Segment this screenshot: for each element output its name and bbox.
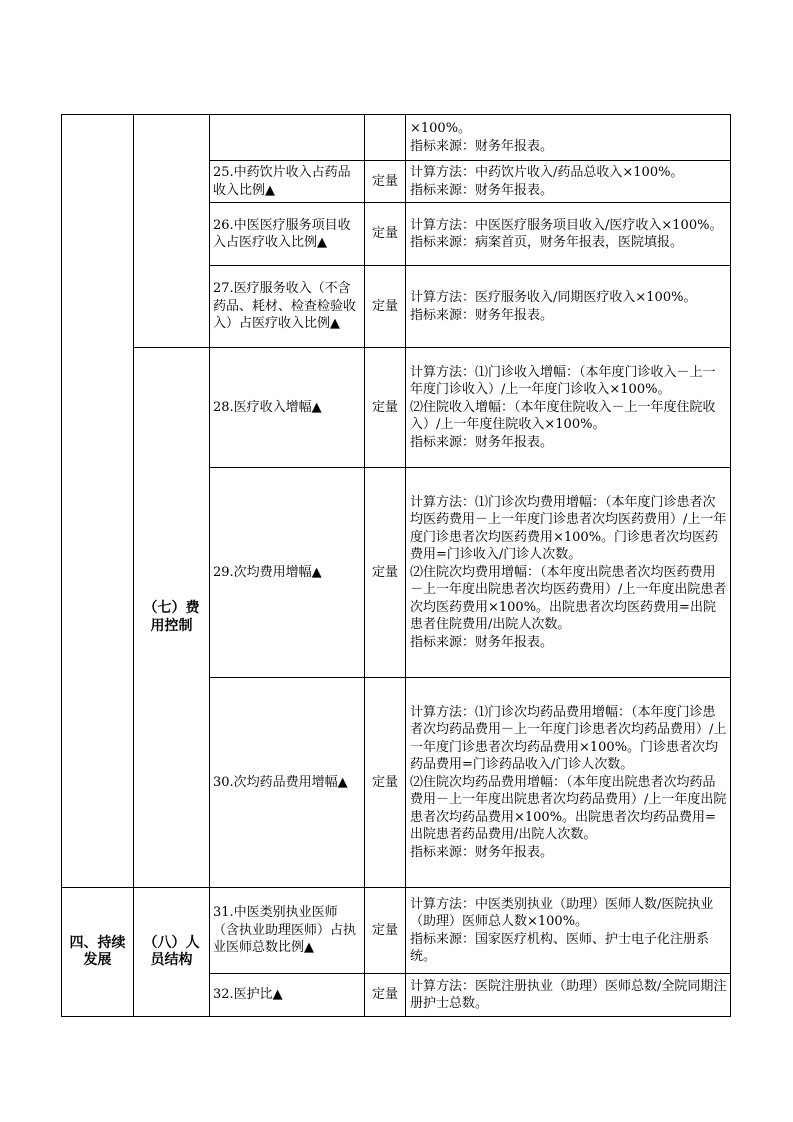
description-line: 指标来源：财务年报表。 xyxy=(410,138,554,154)
indicator-name: 28.医疗收入增幅▲ xyxy=(210,348,365,468)
description-line: 计算方法：⑴门诊收入增幅：（本年度门诊收入－上一年度门诊收入）/上一年度门诊收入×100%。 xyxy=(410,364,716,398)
indicator-description xyxy=(406,888,731,974)
description-line: 指标来源：财务年报表。 xyxy=(410,307,554,323)
indicator-table xyxy=(61,114,731,1017)
description-line: 指标来源：国家医疗机构、医师、护士电子化注册系统。 xyxy=(410,931,710,964)
description-line: 计算方法：医疗服务收入/同期医疗收入×100%。 xyxy=(410,290,697,305)
indicator-type xyxy=(365,115,406,161)
indicator-name: 26.中医医疗服务项目收入占医疗收入比例▲ xyxy=(210,203,365,266)
indicator-description xyxy=(406,678,731,888)
indicator-description xyxy=(406,348,731,468)
indicator-description xyxy=(406,161,731,203)
description-line: ⑵住院次均药品费用增幅：（本年度出院患者次均药品费用－上一年度出院患者次均药品费用）/上一年度出院患者次均药品费用×100%。出院患者次均药品费用=出院患者药品费用/出院人次数。 xyxy=(410,774,727,843)
category-cell xyxy=(62,115,134,888)
indicator-type: 定量 xyxy=(365,678,406,888)
indicator-type: 定量 xyxy=(365,348,406,468)
indicator-name: 29.次均费用增幅▲ xyxy=(210,468,365,678)
indicator-type: 定量 xyxy=(365,888,406,974)
subcategory-cell: （八）人员结构 xyxy=(134,888,210,1017)
description-line: ⑵住院收入增幅：（本年度住院收入－上一年度住院收入）/上一年度住院收入×100%。 xyxy=(410,399,716,433)
table-row xyxy=(62,888,731,974)
indicator-name: 25.中药饮片收入占药品收入比例▲ xyxy=(210,161,365,203)
description-line: 指标来源：财务年报表。 xyxy=(410,434,554,450)
description-line: 计算方法：医院注册执业（助理）医师总数/全院同期注册护士总数。 xyxy=(410,978,727,1011)
table-row xyxy=(62,115,731,161)
indicator-description xyxy=(406,468,731,678)
indicator-type: 定量 xyxy=(365,974,406,1017)
indicator-name xyxy=(210,115,365,161)
description-line: 指标来源：病案首页，财务年报表，医院填报。 xyxy=(410,235,684,250)
indicator-description xyxy=(406,115,731,161)
indicator-type: 定量 xyxy=(365,203,406,266)
description-line: 指标来源：财务年报表。 xyxy=(410,844,554,860)
description-line: ×100%。 xyxy=(410,121,472,136)
indicator-description xyxy=(406,266,731,348)
indicator-type: 定量 xyxy=(365,161,406,203)
indicator-name: 32.医护比▲ xyxy=(210,974,365,1017)
indicator-name: 30.次均药品费用增幅▲ xyxy=(210,678,365,888)
description-line: 指标来源：财务年报表。 xyxy=(410,182,554,198)
indicator-type: 定量 xyxy=(365,266,406,348)
description-line: 计算方法：中药饮片收入/药品总收入×100%。 xyxy=(410,165,684,180)
indicator-description xyxy=(406,974,731,1017)
description-line: 计算方法：中医医疗服务项目收入/医疗收入×100%。 xyxy=(410,217,723,233)
description-line: 计算方法：⑴门诊次均费用增幅：（本年度门诊患者次均医药费用－上一年度门诊患者次均医药费用）/上一年度门诊患者次均医药费用×100%。门诊患者次均医药费用=门诊收入/门诊人次数。 xyxy=(410,494,727,563)
indicator-name: 27.医疗服务收入（不含药品、耗材、检查检验收入）占医疗收入比例▲ xyxy=(210,266,365,348)
indicator-description xyxy=(406,203,731,266)
description-line: 计算方法：中医类别执业（助理）医师人数/医院执业（助理）医师总人数×100%。 xyxy=(410,896,714,929)
table-row xyxy=(62,348,731,468)
description-line: 计算方法：⑴门诊次均药品费用增幅：（本年度门诊患者次均药品费用－上一年度门诊患者次均药品费用）/上一年度门诊患者次均药品费用×100%。门诊患者次均药品费用=门诊药品收入/门诊人次数。 xyxy=(410,704,727,773)
subcategory-cell xyxy=(134,115,210,348)
indicator-name: 31.中医类别执业医师（含执业助理医师）占执业医师总数比例▲ xyxy=(210,888,365,974)
description-line: ⑵住院次均费用增幅：（本年度出院患者次均医药费用－上一年度出院患者次均医药费用）/上一年度出院患者次均医药费用×100%。出院患者次均医药费用=出院患者住院费用/出院人次数。 xyxy=(410,564,727,633)
indicator-type: 定量 xyxy=(365,468,406,678)
category-cell: 四、持续发展 xyxy=(62,888,134,1017)
description-line: 指标来源：财务年报表。 xyxy=(410,634,554,650)
subcategory-cell: （七）费用控制 xyxy=(134,348,210,888)
